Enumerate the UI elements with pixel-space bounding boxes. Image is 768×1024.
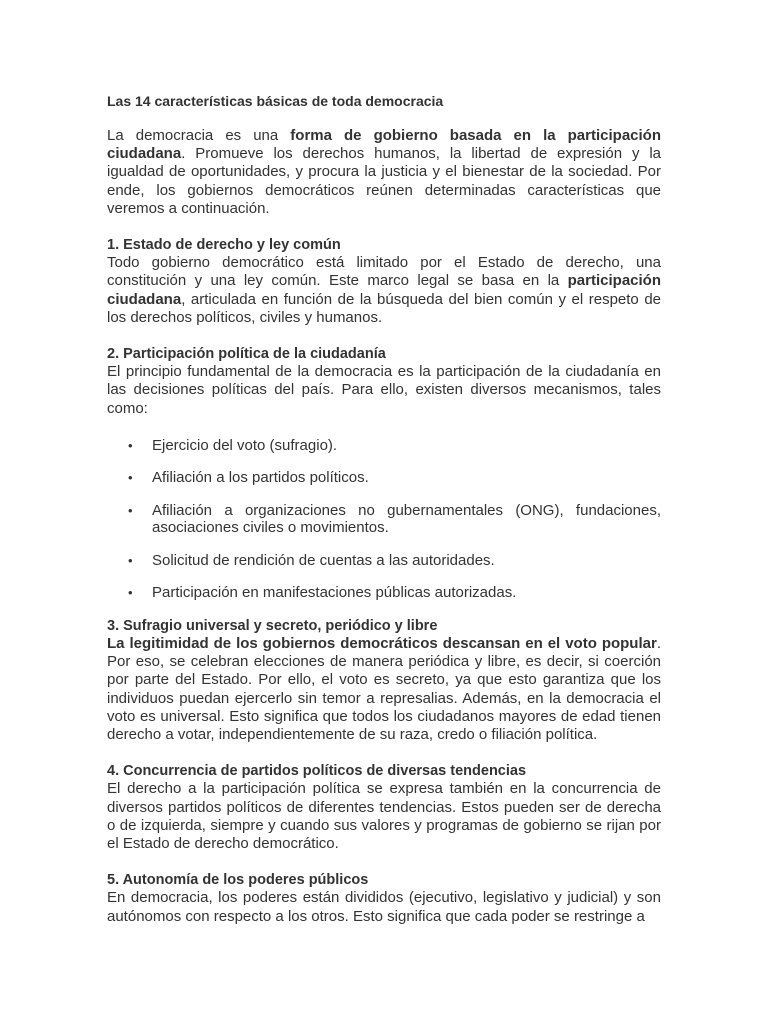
section-heading: 4. Concurrencia de partidos políticos de diversas tendencias [107,763,527,780]
section-heading: 1. Estado de derecho y ley común [107,237,341,254]
section-2 [107,345,661,602]
section-heading: 3. Sufragio universal y secreto, periódico y libre [107,617,438,634]
section-paragraph [107,254,661,327]
list-item: • Ejercicio del voto (sufragio). [152,437,661,455]
document-title: Las 14 características básicas de toda democracia [107,93,444,109]
paragraph-text-end: . Por eso, se celebran elecciones de manera periódica y libre, es decir, si coerción por parte del Estado. Por ello, el voto es secreto, ya que esto garantiza que los individuos puedan ejercerlo sin temor a represalias. Además, en la democracia el voto es universal. Esto significa que todos los ciudadanos mayores de edad tienen derecho a votar, independientemente de su raza, credo o filiación política. [107,635,661,744]
list-item: • Afiliación a organizaciones no gubernamentales (ONG), fundaciones, asociaciones civiles o movimientos. [152,502,661,537]
intro-text-start: La democracia es una [107,127,291,144]
section-4 [107,762,661,853]
mechanisms-list [107,437,661,602]
section-paragraph: El principio fundamental de la democracia es la participación de la ciudadanía en las decisiones políticas del país. Para ello, existen diversos mecanismos, tales como: [107,363,661,417]
section-paragraph [107,635,661,744]
paragraph-bold-phrase: participación ciudadana [107,272,661,308]
section-3 [107,617,661,744]
section-paragraph: El derecho a la participación política se expresa también en la concurrencia de diversos partidos políticos de diferentes tendencias. Estos pueden ser de derecha o de izquierda, siempre y cuando sus valores y programas de gobierno se rijan por el Estado de derecho democrático. [107,780,661,853]
section-heading: 2. Participación política de la ciudadanía [107,346,386,363]
intro-paragraph [107,127,661,218]
intro-bold-phrase: forma de gobierno basada en la participación ciudadana [107,127,661,163]
list-item: • Participación en manifestaciones públicas autorizadas. [152,584,661,602]
list-item: • Afiliación a los partidos políticos. [152,469,661,487]
paragraph-bold-phrase: La legitimidad de los gobiernos democráticos descansan en el voto popular [107,635,657,653]
paragraph-text-end: , articulada en función de la búsqueda del bien común y el respeto de los derechos políticos, civiles y humanos. [107,290,661,326]
section-1 [107,236,661,327]
section-5 [107,871,661,926]
section-heading: 5. Autonomía de los poderes públicos [107,872,369,889]
intro-text-end: . Promueve los derechos humanos, la libertad de expresión y la igualdad de oportunidades, y procura la justicia y el bienestar de la sociedad. Por ende, los gobiernos democráticos reúnen determinadas características que veremos a continuación. [107,145,661,217]
paragraph-text-start: Todo gobierno democrático está limitado por el Estado de derecho, una constitución y una ley común. Este marco legal se basa en la [107,254,661,290]
section-paragraph: En democracia, los poderes están divididos (ejecutivo, legislativo y judicial) y son autónomos con respecto a los otros. Esto significa que cada poder se restringe a [107,889,661,925]
list-item: • Solicitud de rendición de cuentas a las autoridades. [152,552,661,570]
